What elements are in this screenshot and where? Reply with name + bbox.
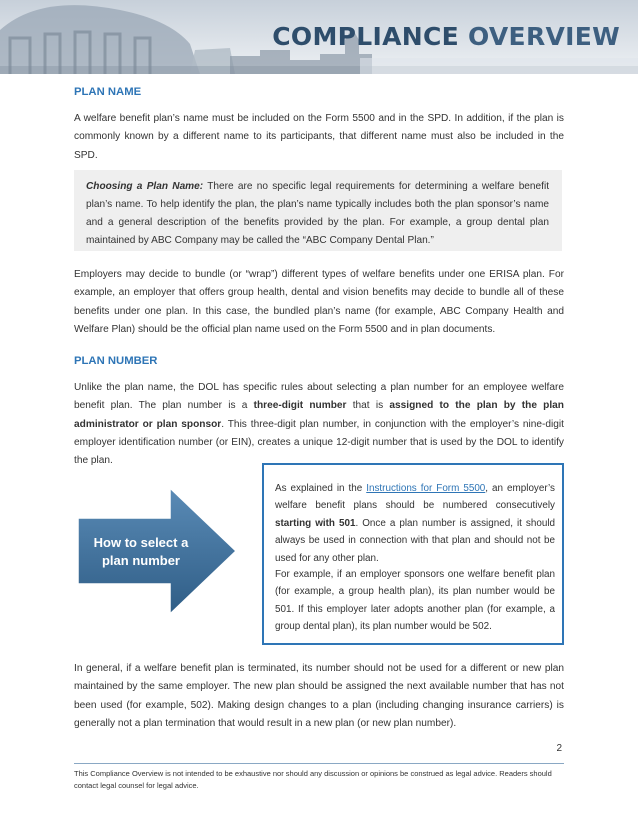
footer-divider xyxy=(74,763,564,764)
info-box-bold-501: starting with 501 xyxy=(275,517,356,529)
banner-title xyxy=(272,22,620,51)
plan-number-bold-three-digit: three-digit number xyxy=(253,400,347,412)
plan-number-bold-assigned: assigned to the plan by the plan administrator or plan sponsor xyxy=(74,400,564,430)
instructions-form-5500-link[interactable]: Instructions for Form 5500 xyxy=(366,483,486,494)
info-box-text-b: , an employer’s welfare benefit plans should be numbered consecutively xyxy=(275,483,555,512)
plan-name-intro: A welfare benefit plan’s name must be included on the Form 5500 and in the SPD. In addition, if the plan is commonly known by a different name to its participants, that different name must also be included in the SPD. xyxy=(74,113,564,161)
bundle-paragraph: Employers may decide to bundle (or “wrap”) different types of welfare benefits under one ERISA plan. For example, an employer that offers group health, dental and vision benefits may decide to bundle all of these benefits under one plan. In this case, the bundled plan’s name (for example, ABC Company Health and Welfare Plan) should be the official plan name used on the Form 5500 and in plan documents. xyxy=(74,269,564,335)
callout-body: There are no specific legal requirements for determining a welfare benefit plan’s name. To help identify the plan, the plan’s name typically includes both the plan sponsor’s name and a general description of the benefits provided by the plan. For example, a group dental plan maintained by ABC Company may be called the “ABC Company Dental Plan.” xyxy=(86,181,550,246)
plan-number-paragraph xyxy=(74,379,564,470)
arrow-label: How to select a plan number xyxy=(93,535,189,568)
plan-name-callout xyxy=(74,170,562,251)
header-banner xyxy=(0,0,638,74)
banner-title-part1: COMPLIANCE xyxy=(272,22,460,51)
info-box-paragraph-2: For example, if an employer sponsors one welfare benefit plan (for example, a group health plan), its plan number would be 501. If this employer later adopts another plan (for example, a group dental plan), its plan number would be 502. xyxy=(275,569,555,633)
closing-paragraph: In general, if a welfare benefit plan is terminated, its number should not be used for a different or new plan maintained by the same employer. The new plan should be assigned the next available number that has not been used (for example, 502). Making design changes to a plan (including changing insurance carriers) is generally not a plan termination that would result in a new plan (or new plan number). xyxy=(74,663,564,729)
plan-number-text-e: . This three-digit plan number, in conjunction with the employer’s nine-digit employer identification number (or EIN), creates a unique 12-digit number that is used by the DOL to identify the plan. xyxy=(74,418,564,467)
callout-label: Choosing a Plan Name: xyxy=(86,181,204,192)
footer-disclaimer: This Compliance Overview is not intended to be exhaustive nor should any discussion or opinions be construed as legal advice. Readers should contact legal counsel for legal advice. xyxy=(74,769,552,790)
info-box-text-a: As explained in the xyxy=(275,483,367,494)
plan-number-text-a: Unlike the plan name, the DOL has specific rules about selecting a plan number for an employee welfare benefit plan. The plan number is a xyxy=(74,382,564,412)
plan-number-info-box xyxy=(262,463,564,645)
info-box-text-d: . Once a plan number is assigned, it should always be used in connection with that plan and should not be used for any other plan. xyxy=(275,517,555,564)
page-number: 2 xyxy=(556,743,562,754)
callout-text xyxy=(86,178,549,250)
info-box-paragraph-1 xyxy=(275,480,555,567)
plan-name-heading: PLAN NAME xyxy=(74,86,142,98)
plan-number-heading: PLAN NUMBER xyxy=(74,355,158,367)
banner-title-part2: OVERVIEW xyxy=(468,22,620,51)
plan-number-text-c: that is xyxy=(346,400,390,412)
